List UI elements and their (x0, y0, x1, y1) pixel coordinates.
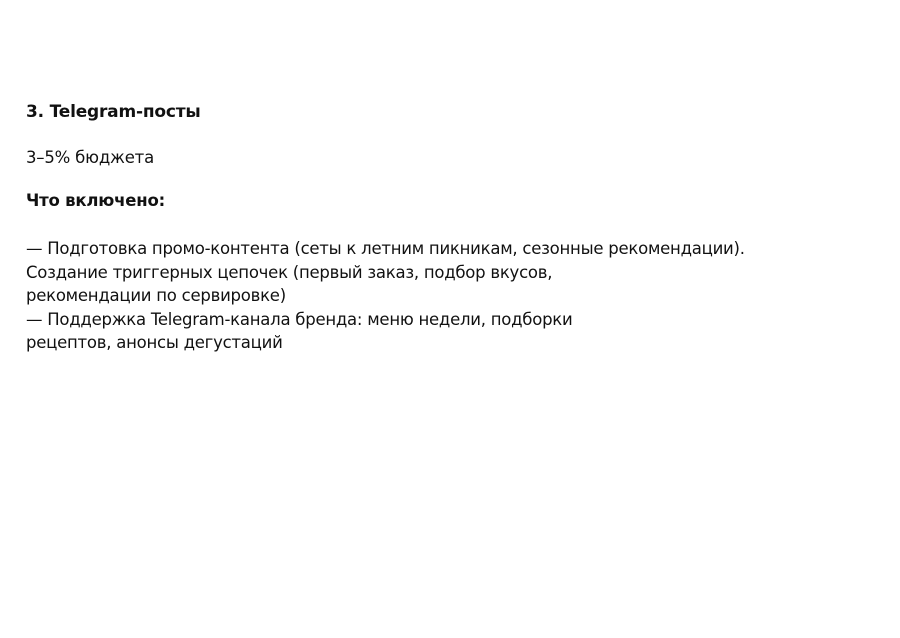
budget-share: 3–5% бюджета (26, 148, 154, 167)
included-heading: Что включено: (26, 191, 165, 210)
list-item: — Подготовка промо-контента (сеты к летним пикникам, сезонные рекомендации). (26, 239, 745, 258)
list-item: Создание триггерных цепочек (первый заказ, подбор вкусов, (26, 262, 553, 282)
included-list (26, 237, 866, 355)
list-item: рецептов, анонсы дегустаций (26, 333, 283, 352)
section-content (26, 100, 866, 355)
list-item: — Поддержка Telegram-канала бренда: меню недели, подборки (26, 309, 573, 329)
list-item: рекомендации по сервировке) (26, 286, 286, 305)
section-title: 3. Telegram-посты (26, 102, 201, 122)
